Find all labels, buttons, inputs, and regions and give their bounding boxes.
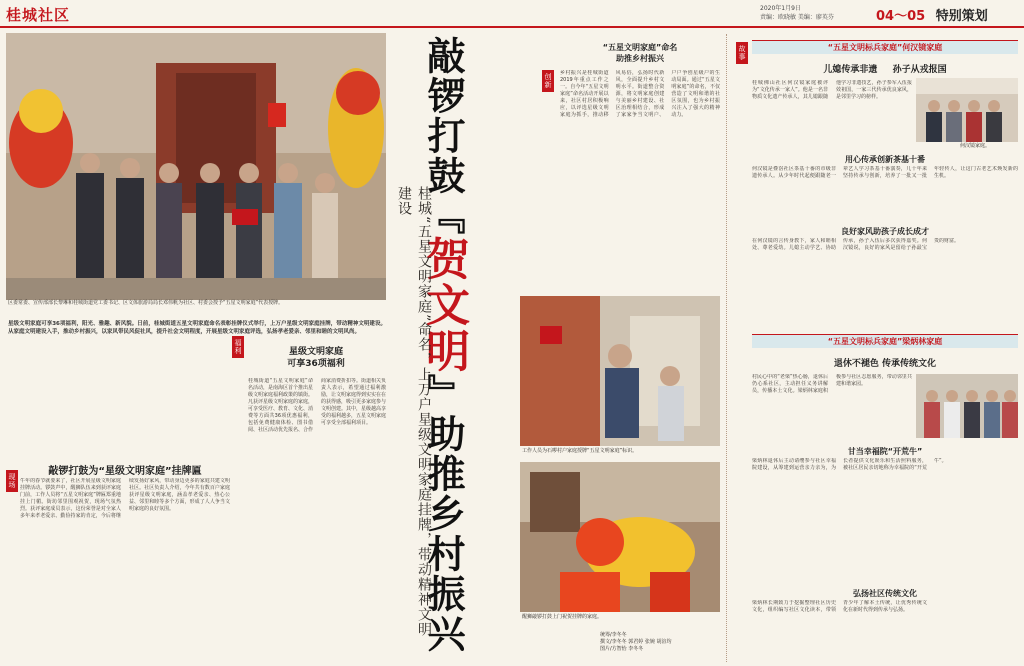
page-header	[0, 0, 1024, 28]
lead-paragraph: 星级文明家庭可享36项福利，阳光、雅趣、新风貌。日前，桂城街道五星文明家庭命名表彰挂牌仪式举行，上万户星级文明家庭挂牌，带动精神文明建设。从家庭文明建设入手，推动乡村振兴，以家风带民风促社风，提升社会文明程度，开展星级文明家庭评选，弘扬孝老爱亲、邻里和睦的文明风尚。	[8, 321, 386, 335]
story2-sub2: 弘扬社区传统文化	[853, 589, 917, 598]
credits-line-3: 图片/方智怡 李冬冬	[600, 646, 644, 652]
story1-head2: 孙子从戎报国	[892, 65, 947, 75]
story2-intro: 村民心中的“老梁”热心肠，退休后仍心系社区，主动担任义务讲解员，传播本土文化。梁炳林家庭积极参与社区志愿服务，带动邻里共建和谐家园。	[752, 374, 912, 394]
left-article-title: 敲锣打鼓为“星级文明家庭”挂牌匾	[48, 466, 202, 477]
main-photo-caption: 区委常委、宣传部部长黎琳和桂城街道党工委书记、区文体旅游局局长邓伟帆为社区、村委会授予“五星文明家庭”代表授牌。	[8, 300, 284, 306]
story1-sub1: 用心传承创新茶基十番	[845, 155, 925, 164]
plaque-photo-caption: 工作人员为石啰村户家庭授牌“五星文明家庭”标识。	[522, 448, 638, 454]
issue-date: 2020年1月9日	[760, 5, 801, 12]
lion-photo-art	[520, 462, 720, 612]
story1-banner: “五星文明标兵家庭”何汉镜家庭	[752, 40, 1018, 54]
page-number	[876, 5, 988, 24]
family-photo-2	[916, 374, 1018, 438]
section-name: 特别策划	[935, 9, 988, 24]
story1-intro: 桂城佛山社区何汉镜家庭被评为“文化传承一家人”。他是一名非物质文化遗产传承人，其儿媳跟随他学习非遗技艺，孙子参军入伍报效祖国，一家三代传承优良家风，是邻里学习的榜样。	[752, 80, 912, 100]
plaque-photo	[520, 296, 720, 446]
family-photo-1-art	[916, 78, 1018, 142]
family-photo-2-art	[916, 374, 1018, 438]
story2-headline: 退休不褪色 传承传统文化	[833, 359, 937, 369]
story1-head1: 儿媳传承非遗	[823, 65, 878, 75]
credits-line-1: 统筹/李冬冬	[600, 632, 627, 638]
page-range: 04～05	[876, 9, 926, 24]
editors-credit: 责编：欧晓敏 美编：廖英芬	[760, 14, 834, 21]
family-photo-1	[916, 78, 1018, 142]
story2-sub1-body: 梁炳林退休后主动请缨参与社区幸福院建设，从筹建到运营亲力亲为，为长者提供文化娱乐和生活照料服务，被社区居民亲切地称为幸福院的“开荒牛”。	[752, 458, 947, 471]
tag-fuli: 福利	[232, 336, 244, 358]
group-photo-art	[6, 33, 386, 300]
column-divider	[726, 34, 727, 662]
story2-banner: “五星文明标兵家庭”梁炳林家庭	[752, 334, 1018, 348]
tag-chuangxin: 创新	[542, 70, 554, 92]
family-photo-1-caption: 何汉镜家庭。	[960, 143, 991, 149]
fuli-body: 桂城街道“五星文明家庭”命名活动，是南海区首个推出星级文明家庭福利政策的镇街。凡获评星级文明家庭的家庭，可享受医疗、教育、文化、消费等方面共36项优惠福利，包括免费健康体检、图书借阅、社区活动优先报名、合作商家消费折扣等。街道相关负责人表示，希望通过福利激励，让文明家庭得到实实在在的获得感，吸引更多家庭参与文明创建。其中，星级越高享受的福利越多，五星文明家庭可享受全部福利项目。	[248, 378, 386, 433]
headline-block	[392, 36, 469, 656]
tag-xianchang: 现场	[6, 470, 18, 492]
story1-sub2: 良好家风助孩子成长成才	[841, 227, 929, 236]
credits	[600, 632, 720, 653]
headline-title: 敲锣打鼓『贺文明』助推乡村振兴	[418, 36, 469, 654]
issue-meta	[760, 4, 834, 22]
story2-sub2-body: 梁炳林长期致力于挖掘整理社区历史文化，组织编写社区文化读本，带领青少年了解本土传统，让优秀传统文化在新时代得到传承与弘扬。	[752, 600, 927, 613]
headline-subtitle: 桂城“五星文明家庭”命名，上万户星级文明家庭挂牌，带动精神文明建设	[396, 186, 432, 638]
masthead: 桂城社区	[6, 6, 71, 24]
chuangxin-title: “五星文明家庭”命名 助推乡村振兴	[602, 43, 678, 63]
story1-sub1-body: 何汉镜是叠滘社区茶基十番的市级非遗传承人。从少年时代起便跟随老一辈艺人学习茶基十番演奏，几十年来坚持传承与创新，培养了一批又一批年轻传人，让这门古老艺术焕发新的生机。	[752, 166, 1018, 179]
story2-sub1: 甘当幸福院“开荒牛”	[847, 447, 923, 456]
lion-dance-photo	[520, 462, 720, 612]
fuli-title: 星级文明家庭 可享36项福利	[287, 347, 345, 369]
story1-sub2-body: 在何汉镜的言传身教下，家人和睦相处、尊老爱幼。儿媳主动学艺、协助传承，孙子入伍后多次获得嘉奖。何汉镜说，良好的家风是留给子孙最宝贵的财富。	[752, 238, 960, 251]
main-group-photo	[6, 33, 386, 300]
left-article-body: 牛年的春节就要来了，社区开展星级文明家庭挂牌活动。锣鼓声中，醒狮队伍来到获评家庭门前，工作人员将“五星文明家庭”牌匾郑重地挂上门楣。街坊邻里围观祝贺，现场气氛热烈。获评家庭成员表示，这份荣誉是对全家人多年来孝老爱亲、勤俭持家的肯定，今后将继续发扬好家风，带动身边更多的家庭共建文明社区。社区负责人介绍，今年共有数百户家庭获评星级文明家庭，涵盖孝老爱亲、热心公益、邻里和睦等多个方面，形成了人人争当文明家庭的良好氛围。	[20, 478, 230, 519]
plaque-photo-art	[520, 296, 720, 446]
chuangxin-body: 乡村振兴是桂城街道2019年重点工作之一。自今年“五星文明家庭”命名活动开展以来，社区村居积极响应，以评选星级文明家庭为抓手，推动移风易俗，弘扬时代新风，全面提升乡村文明水平。街道整合资源，将文明家庭创建与美丽乡村建设、社区治理相结合，形成了家家争当文明户、户户争创星级户的生动局面。通过“五星文明家庭”的命名，不仅营造了文明和谐的社区氛围，也为乡村振兴注入了强大的精神动力。	[560, 70, 720, 118]
tag-gushi: 故事	[736, 42, 748, 64]
credits-line-2: 撰文/李冬冬 郭君婷 张婉 胡渲均	[600, 639, 672, 645]
story1-headline	[752, 62, 1018, 75]
lion-photo-caption: 醒狮敲锣打鼓上门祝贺挂牌的家庭。	[522, 614, 603, 620]
